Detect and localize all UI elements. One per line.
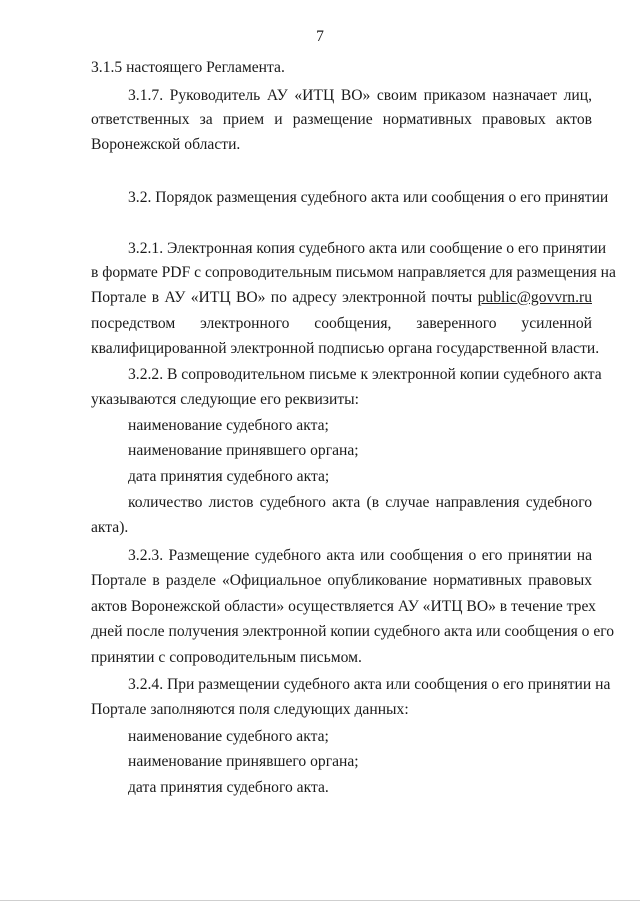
paragraph-line: 3.2.4. При размещении судебного акта или сообщения о его принятии на	[128, 676, 611, 693]
paragraph-line: Воронежской области.	[91, 136, 241, 153]
paragraph-line: Портале в разделе «Официальное опубликование нормативных правовых	[91, 572, 592, 589]
list-item: наименование принявшего органа;	[128, 753, 359, 770]
paragraph-line: в формате PDF с сопроводительным письмом направляется для размещения на	[91, 264, 616, 281]
paragraph-text: Порталe в АУ «ИТЦ ВО» по адресу электронной почты	[91, 289, 473, 306]
paragraph-line: акта).	[91, 519, 129, 536]
list-item: наименование принявшего органа;	[128, 442, 359, 459]
paragraph-line: 3.1.5 настоящего Регламента.	[91, 59, 285, 76]
section-heading: 3.2. Порядок размещения судебного акта или сообщения о его принятии	[128, 189, 609, 206]
list-item: наименование судебного акта;	[128, 728, 329, 745]
list-item: дата принятия судебного акта;	[128, 468, 330, 485]
paragraph-line: указываются следующие его реквизиты:	[91, 391, 359, 408]
email-link[interactable]: public@govvrn.ru	[477, 289, 592, 306]
paragraph-line: посредством электронного сообщения, заверенного усиленной	[91, 315, 592, 332]
paragraph-line: принятии с сопроводительным письмом.	[91, 649, 362, 666]
paragraph-line: Портале заполняются поля следующих данных:	[91, 701, 409, 718]
page-bottom-edge	[0, 900, 640, 901]
paragraph-line	[91, 288, 592, 308]
list-item: дата принятия судебного акта.	[128, 779, 329, 796]
paragraph-line: 3.2.1. Электронная копия судебного акта или сообщение о его принятии	[128, 240, 607, 257]
list-item: количество листов судебного акта (в случае направления судебного	[128, 494, 592, 511]
paragraph-line: 3.2.2. В сопроводительном письме к электронной копии судебного акта	[128, 366, 602, 383]
paragraph-line: квалифицированной электронной подписью органа государственной власти.	[91, 340, 600, 357]
paragraph-line: ответственных за прием и размещение нормативных правовых актов	[91, 111, 592, 128]
paragraph-line: 3.1.7. Руководитель АУ «ИТЦ ВО» своим приказом назначает лиц,	[128, 87, 592, 104]
list-item: наименование судебного акта;	[128, 417, 329, 434]
paragraph-line: 3.2.3. Размещение судебного акта или сообщения о его принятии на	[128, 547, 592, 564]
paragraph-line: дней после получения электронной копии судебного акта или сообщения о его	[91, 623, 615, 640]
paragraph-line: актов Воронежской области» осуществляется АУ «ИТЦ ВО» в течение трех	[91, 598, 596, 615]
page-number: 7	[316, 28, 324, 45]
